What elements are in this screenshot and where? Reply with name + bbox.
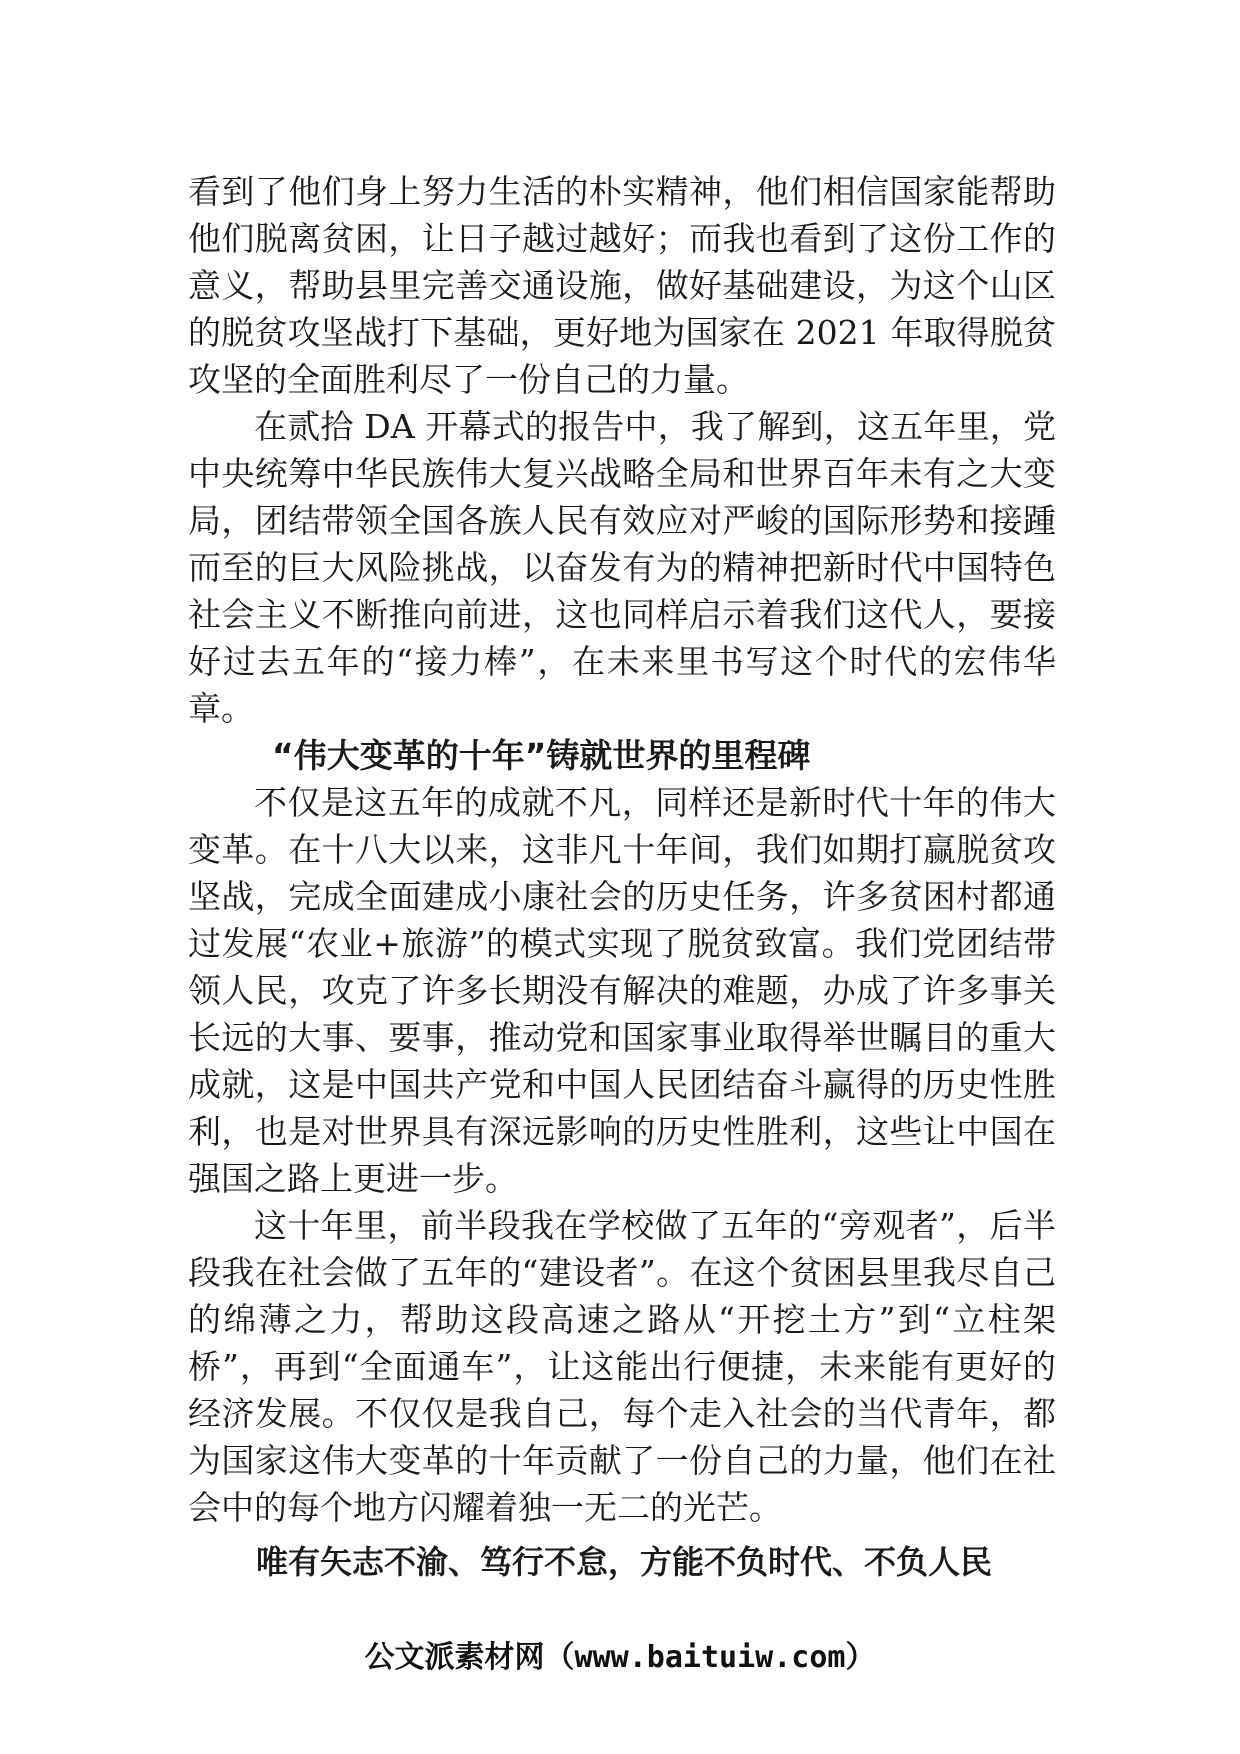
document-body	[188, 168, 1056, 1586]
paragraph-personal-decade: 这十年里，前半段我在学校做了五年的“旁观者”，后半段我在社会做了五年的“建设者”。在这个贫困县里我尽自己的绵薄之力，帮助这段高速之路从“开挖土方”到“立柱架桥”，再到“全面通车”，让这能出行便捷，未来能有更好的经济发展。不仅仅是我自己，每个走入社会的当代青年，都为国家这伟大变革的十年贡献了一份自己的力量，他们在社会中的每个地方闪耀着独一无二的光芒。	[188, 1206, 1056, 1527]
page-footer-source: 公文派素材网（www.baituiw.com）	[364, 1640, 876, 1675]
paragraph-continuation: 看到了他们身上努力生活的朴实精神，他们相信国家能帮助他们脱离贫困，让日子越过越好；而我也看到了这份工作的意义，帮助县里完善交通设施，做好基础建设，为这个山区的脱贫攻坚战打下基础，更好地为国家在 2021 年取得脱贫攻坚的全面胜利尽了一份自己的力量。	[188, 172, 1056, 399]
paragraph-decade-change: 不仅是这五年的成就不凡，同样还是新时代十年的伟大变革。在十八大以来，这非凡十年间，我们如期打赢脱贫攻坚战，完成全面建成小康社会的历史任务，许多贫困村都通过发展“农业+旅游”的模式实现了脱贫致富。我们党团结带领人民，攻克了许多长期没有解决的难题，办成了许多事关长远的大事、要事，推动党和国家事业取得举世瞩目的重大成就，这是中国共产党和中国人民团结奋斗赢得的历史性胜利，也是对世界具有深远影响的历史性胜利，这些让中国在强国之路上更进一步。	[188, 783, 1056, 1198]
section-heading-perseverance: 唯有矢志不渝、笃行不怠，方能不负时代、不负人民	[256, 1543, 993, 1581]
section-heading-decade: “伟大变革的十年”铸就世界的里程碑	[272, 736, 811, 775]
paragraph-report: 在贰拾 DA 开幕式的报告中，我了解到，这五年里，党中央统筹中华民族伟大复兴战略全局和世界百年未有之大变局，团结带领全国各族人民有效应对严峻的国际形势和接踵而至的巨大风险挑战，以奋发有为的精神把新时代中国特色社会主义不断推向前进，这也同样启示着我们这代人，要接好过去五年的“接力棒”，在未来里书写这个时代的宏伟华章。	[188, 407, 1056, 728]
